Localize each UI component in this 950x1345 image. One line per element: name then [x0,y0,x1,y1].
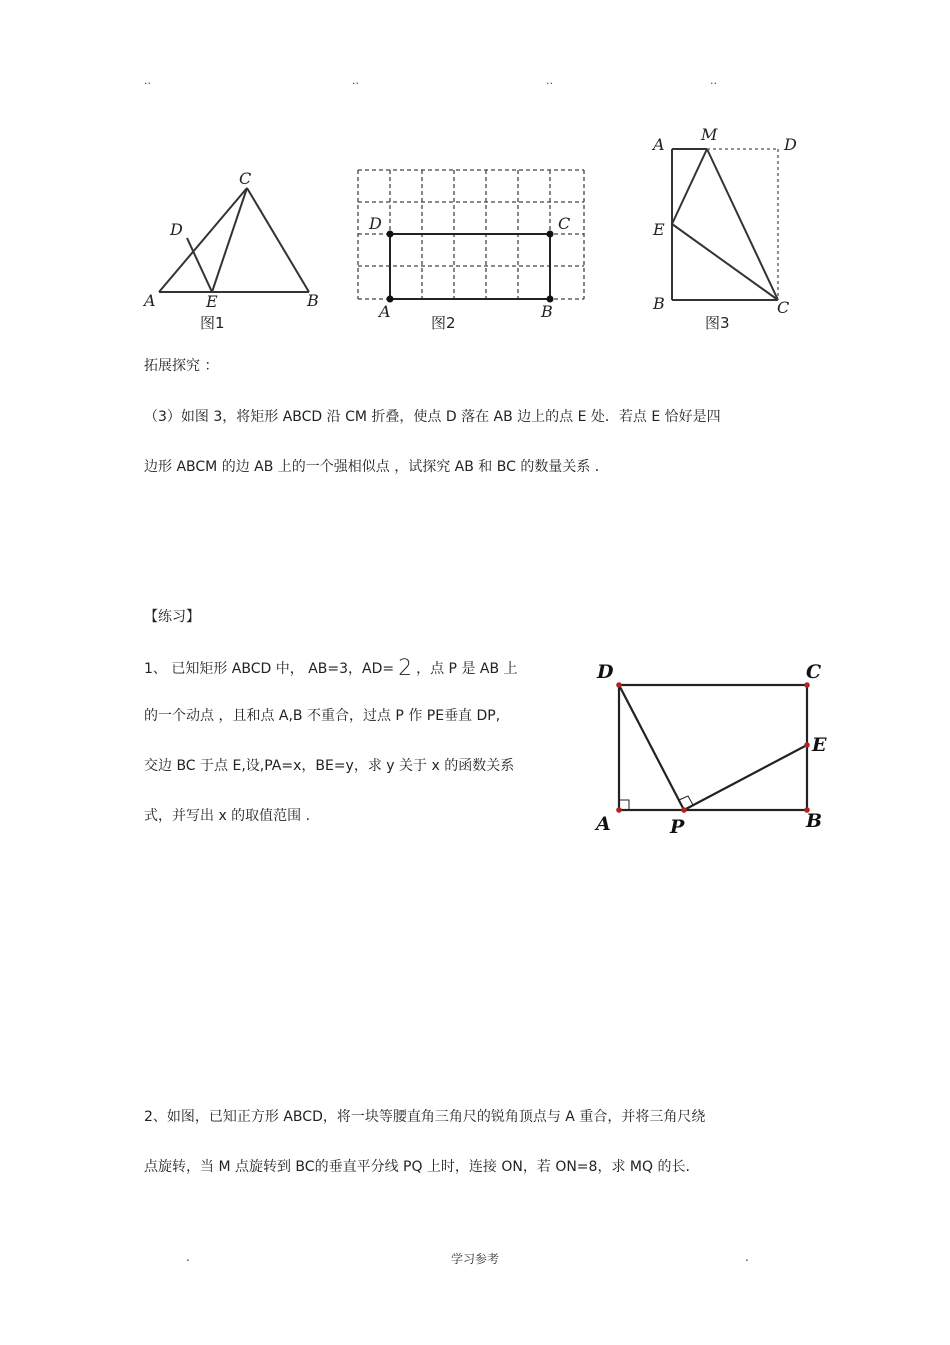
p1fig-label-p: P [670,816,685,838]
figure-2-grid [355,165,595,335]
segment-dp [619,685,684,810]
p1fig-label-c: C [806,661,822,683]
fig3-label-b: B [653,294,665,313]
fig1-label-a: A [144,291,156,310]
practice-1-lines [619,685,807,810]
extend-title: 拓展探究 ： [144,358,219,374]
fig2-label-c: C [558,214,571,233]
segment-bc [247,188,309,292]
fig3-label-m: M [701,125,718,144]
q3-line-1: （3）如图 3，将矩形 ABCD 沿 CM 折叠，使点 D 落在 AB 边上的点 E 处．若点 E 恰好是四 [144,409,721,425]
header-mark-2: .. [352,74,359,87]
segment-ec [212,188,247,292]
point-d [387,231,394,238]
segment-ac [159,188,247,292]
fig1-label-b: B [307,291,319,310]
segment-pe [684,745,807,810]
point-c [547,231,554,238]
point-c [804,682,810,688]
p1-ad-value: 2 [398,656,413,681]
practice-1-figure [590,655,840,840]
practice-1-points [616,682,810,813]
figure-1-triangle [140,165,330,335]
fig2-label-d: D [369,214,382,233]
footer-right-mark: . [745,1250,749,1264]
header-mark-3: .. [546,74,553,87]
fig3-label-c: C [777,298,790,317]
point-d [616,682,622,688]
footer-center: 学习参考 [451,1252,500,1266]
fig3-caption: 图3 [705,314,730,332]
segment-ec [672,224,778,300]
p1fig-label-d: D [597,661,614,683]
p2-line-2: 点旋转，当 M 点旋转到 BC的垂直平分线 PQ 上时，连接 ON，若 ON=8，求 MQ 的长. [144,1159,690,1175]
fig2-label-a: A [379,302,391,321]
fig3-label-a: A [653,135,665,154]
p1-line-1-b: ，点 P 是 AB 上 [416,661,518,677]
segment-em [672,149,707,224]
fig2-label-b: B [541,302,553,321]
fig1-caption: 图1 [200,314,225,332]
p1-line-1-a: 1、 已知矩形 ABCD 中， AB=3，AD= [144,661,395,677]
p1fig-label-e: E [812,734,827,756]
figure-3-fold [645,122,815,337]
figure-3-lines [672,149,778,300]
point-e [804,742,810,748]
practice-title: 【练习】 [144,609,200,625]
p2-line-1: 2、如图，已知正方形 ABCD，将一块等腰直角三角尺的锐角顶点与 A 重合，并将三角尺绕 [144,1109,706,1125]
fig2-caption: 图2 [431,314,456,332]
fig3-label-e: E [653,220,665,239]
fig1-label-e: E [206,292,218,311]
p1-line-3: 交边 BC 于点 E,设,PA=x，BE=y，求 y 关于 x 的函数关系 [144,758,515,774]
point-p [681,807,687,813]
footer-left-mark: . [186,1250,190,1264]
fig1-label-d: D [170,220,183,239]
p1fig-label-b: B [806,810,823,832]
header-mark-1: .. [144,74,151,87]
header-mark-4: .. [710,74,717,87]
p1-line-4: 式，并写出 x 的取值范围 . [144,808,311,824]
fig1-label-c: C [239,169,252,188]
figure-1-lines [159,188,309,292]
fig3-label-d: D [784,135,797,154]
rectangle-abcd [619,685,807,810]
segment-mc [707,149,778,300]
point-a [616,807,622,813]
p1-line-2: 的一个动点 ，且和点 A,B 不重合，过点 P 作 PE垂直 DP, [144,708,501,724]
q3-line-2: 边形 ABCM 的边 AB 上的一个强相似点 ，试探究 AB 和 BC 的数量关系 ． [144,459,609,475]
p1-line-1 [144,657,518,679]
segment-de [187,238,212,292]
p1fig-label-a: A [596,813,611,835]
